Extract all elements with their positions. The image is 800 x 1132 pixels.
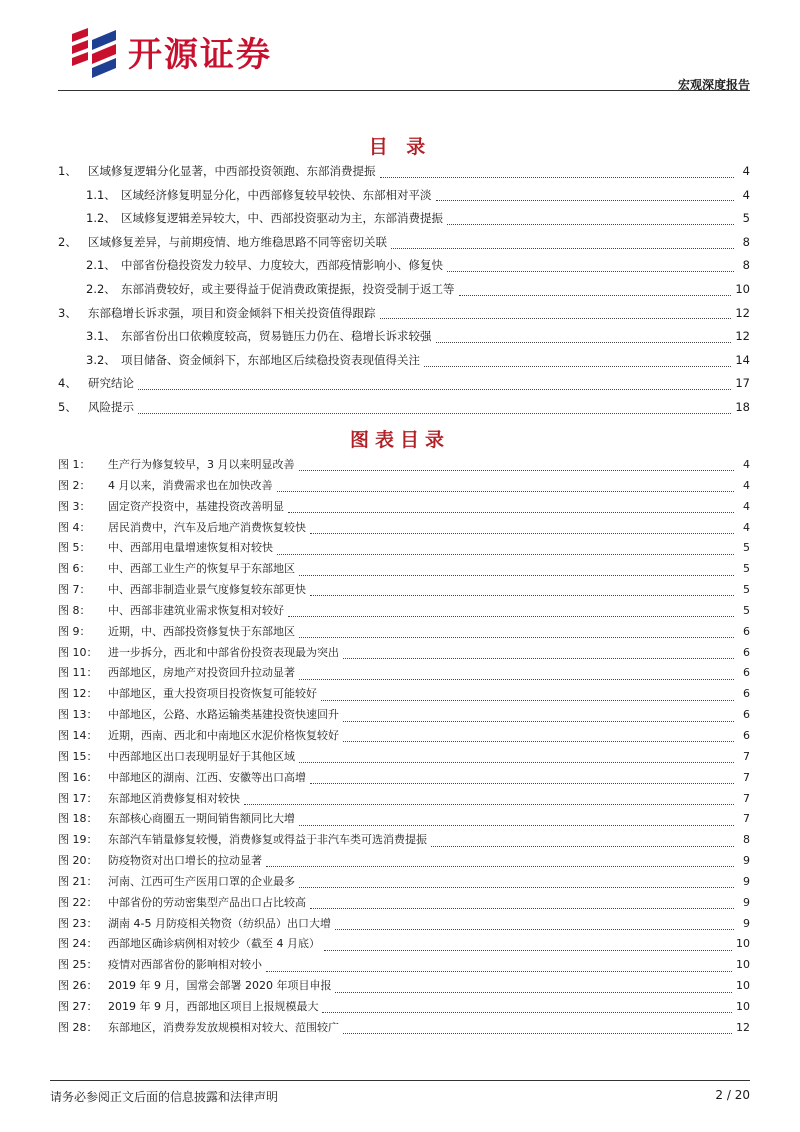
figure-entry[interactable] bbox=[58, 934, 750, 955]
toc-entry[interactable] bbox=[58, 325, 750, 349]
toc-entry-title: 区域修复逻辑分化显著，中西部投资领跑、东部消费提振 bbox=[88, 164, 376, 178]
figure-entry-number: 图 28： bbox=[58, 1020, 98, 1034]
toc-entry-title: 区域经济修复明显分化，中西部修复较早较快、东部相对平淡 bbox=[121, 187, 432, 202]
figure-entry-title: 河南、江西可生产医用口罩的企业最多 bbox=[108, 874, 295, 888]
leader-dots bbox=[266, 970, 732, 972]
figure-entry[interactable] bbox=[58, 851, 750, 872]
company-logo bbox=[66, 24, 272, 78]
toc-entry-title: 研究结论 bbox=[88, 376, 134, 391]
toc-entry-title: 东部稳增长诉求强，项目和资金倾斜下相关投资值得跟踪 bbox=[88, 305, 376, 320]
toc-entry-number: 1.2、 bbox=[86, 211, 116, 226]
figure-entry-number: 图 5： bbox=[58, 541, 91, 555]
figure-entry-title: 东部汽车销量修复较慢，消费修复或得益于非汽车类可选消费提振 bbox=[108, 833, 427, 847]
footer-divider bbox=[50, 1080, 750, 1081]
figure-entry-page: 6 bbox=[743, 666, 750, 680]
toc-entry-page: 14 bbox=[735, 352, 750, 367]
figure-entry[interactable] bbox=[58, 997, 750, 1018]
figure-entry[interactable] bbox=[58, 643, 750, 664]
figure-entry-number: 图 26： bbox=[58, 979, 98, 993]
toc-entry[interactable] bbox=[58, 302, 750, 326]
figure-entry-title: 进一步拆分，西北和中部省份投资表现最为突出 bbox=[108, 645, 339, 659]
figure-entry-page: 8 bbox=[743, 833, 750, 847]
figure-entry-number: 图 12： bbox=[58, 687, 98, 701]
figure-entry-number: 图 25： bbox=[58, 958, 98, 972]
leader-dots bbox=[321, 699, 734, 701]
page-number: 2 / 20 bbox=[715, 1088, 750, 1102]
figure-entry-page: 5 bbox=[743, 603, 750, 617]
figure-entry-page: 7 bbox=[743, 770, 750, 784]
toc-entry-page: 8 bbox=[742, 258, 750, 273]
figure-entry-title: 中部地区，公路、水路运输类基建投资快速回升 bbox=[108, 708, 339, 722]
leader-dots bbox=[310, 782, 734, 784]
toc-entry-page: 4 bbox=[742, 164, 750, 178]
figure-entry-page: 9 bbox=[743, 916, 750, 930]
figure-entry-page: 4 bbox=[743, 458, 750, 471]
figure-entry[interactable] bbox=[58, 476, 750, 497]
leader-dots bbox=[310, 594, 734, 596]
leader-dots bbox=[459, 294, 732, 296]
figure-entry-number: 图 17： bbox=[58, 791, 98, 805]
figure-entry[interactable] bbox=[58, 663, 750, 684]
figure-entry-number: 图 2： bbox=[58, 478, 91, 492]
leader-dots bbox=[299, 636, 734, 638]
figure-entry[interactable] bbox=[58, 518, 750, 539]
figure-entry[interactable] bbox=[58, 538, 750, 559]
leader-dots bbox=[324, 949, 732, 951]
toc-heading: 目 录 bbox=[368, 136, 432, 158]
figure-entry-page: 6 bbox=[743, 624, 750, 638]
leader-dots bbox=[322, 1011, 732, 1013]
leader-dots bbox=[277, 553, 734, 555]
figures-heading: 图表目录 bbox=[349, 429, 450, 451]
leader-dots bbox=[335, 928, 734, 930]
toc-entry[interactable] bbox=[58, 231, 750, 255]
toc-entry-page: 4 bbox=[742, 187, 750, 202]
figure-entry-title: 疫情对西部省份的影响相对较小 bbox=[108, 958, 262, 972]
toc-entry-title: 区域修复差异，与前期疫情、地方维稳思路不同等密切关联 bbox=[88, 234, 387, 249]
leader-dots bbox=[343, 657, 734, 659]
figure-entry-number: 图 13： bbox=[58, 708, 98, 722]
figure-entry-number: 图 9： bbox=[58, 624, 91, 638]
figure-entry-title: 西部地区，房地产对投资回升拉动显著 bbox=[108, 666, 295, 680]
figure-entry[interactable] bbox=[58, 726, 750, 747]
figure-entry-number: 图 18： bbox=[58, 812, 98, 826]
figure-entry[interactable] bbox=[58, 580, 750, 601]
figure-entry[interactable] bbox=[58, 559, 750, 580]
figure-entry[interactable] bbox=[58, 622, 750, 643]
toc-entry-number: 2.1、 bbox=[86, 258, 116, 273]
leader-dots bbox=[299, 574, 734, 576]
figure-entry[interactable] bbox=[58, 601, 750, 622]
figure-entry-page: 4 bbox=[743, 499, 750, 513]
figure-entry-number: 图 7： bbox=[58, 583, 91, 597]
report-type-label: 宏观深度报告 bbox=[677, 78, 750, 92]
figure-entry-title: 4 月以来，消费需求也在加快改善 bbox=[108, 478, 273, 492]
leader-dots bbox=[343, 720, 734, 722]
figure-entry-page: 4 bbox=[743, 520, 750, 534]
toc-entry-title: 中部省份稳投资发力较早、力度较大，西部疫情影响小、修复快 bbox=[121, 258, 443, 273]
figure-entry-number: 图 3： bbox=[58, 499, 91, 513]
toc-entry-number: 3、 bbox=[58, 305, 77, 320]
leader-dots bbox=[288, 615, 734, 617]
leader-dots bbox=[138, 412, 731, 414]
toc-entry-number: 5、 bbox=[58, 399, 77, 414]
figure-entry[interactable] bbox=[58, 809, 750, 830]
footer-disclaimer: 请务必参阅正文后面的信息披露和法律声明 bbox=[50, 1090, 279, 1104]
figure-entry-number: 图 6： bbox=[58, 562, 91, 576]
figure-entry-page: 10 bbox=[736, 937, 750, 951]
toc-entry-page: 18 bbox=[735, 399, 750, 414]
figure-entry-title: 东部核心商圈五一期间销售额同比大增 bbox=[108, 812, 295, 826]
figure-entry[interactable] bbox=[58, 830, 750, 851]
figure-entry-title: 中部地区，重大投资项目投资恢复可能较好 bbox=[108, 687, 317, 701]
figure-entry-title: 生产行为修复较早，3 月以来明显改善 bbox=[108, 458, 295, 471]
leader-dots bbox=[266, 865, 734, 867]
toc-entry[interactable] bbox=[58, 349, 750, 373]
figure-entry-title: 西部地区确诊病例相对较少（截至 4 月底） bbox=[108, 937, 320, 951]
figure-entry-number: 图 1： bbox=[58, 458, 91, 471]
toc-entry-number: 4、 bbox=[58, 376, 77, 391]
figure-entry-number: 图 19： bbox=[58, 833, 98, 847]
leader-dots bbox=[424, 365, 731, 367]
toc-entry[interactable] bbox=[58, 254, 750, 278]
figure-entry-number: 图 4： bbox=[58, 520, 91, 534]
toc-entry-number: 1.1、 bbox=[86, 187, 116, 202]
figure-entry-number: 图 20： bbox=[58, 854, 98, 868]
figure-entry-page: 5 bbox=[743, 541, 750, 555]
leader-dots bbox=[343, 740, 734, 742]
figure-entry[interactable] bbox=[58, 976, 750, 997]
toc-entry-page: 17 bbox=[735, 376, 750, 391]
figure-entry-page: 7 bbox=[743, 812, 750, 826]
table-of-contents bbox=[58, 160, 750, 420]
figure-entry[interactable] bbox=[58, 893, 750, 914]
figures-list bbox=[58, 455, 750, 1039]
figure-entry-page: 9 bbox=[743, 874, 750, 888]
leader-dots bbox=[380, 317, 732, 319]
toc-entry-page: 12 bbox=[735, 329, 750, 344]
figure-entry-page: 6 bbox=[743, 708, 750, 722]
figure-entry[interactable] bbox=[58, 789, 750, 810]
figure-entry-number: 图 21： bbox=[58, 874, 98, 888]
figure-entry-page: 4 bbox=[743, 478, 750, 492]
toc-entry[interactable] bbox=[58, 160, 750, 184]
figure-entry-page: 12 bbox=[736, 1020, 750, 1034]
figure-entry-number: 图 16： bbox=[58, 770, 98, 784]
figure-entry-title: 东部地区，消费券发放规模相对较大、范围较广 bbox=[108, 1020, 339, 1034]
toc-entry-page: 5 bbox=[742, 211, 750, 226]
toc-entry-number: 3.2、 bbox=[86, 352, 116, 367]
figure-entry[interactable] bbox=[58, 705, 750, 726]
toc-entry[interactable] bbox=[58, 207, 750, 231]
leader-dots bbox=[310, 532, 734, 534]
leader-dots bbox=[391, 247, 734, 249]
leader-dots bbox=[335, 991, 732, 993]
figure-entry-title: 中西部地区出口表现明显好于其他区域 bbox=[108, 749, 295, 763]
toc-entry-title: 东部省份出口依赖度较高，贸易链压力仍在、稳增长诉求较强 bbox=[121, 329, 432, 344]
page-header bbox=[58, 18, 750, 90]
figure-entry-page: 7 bbox=[743, 749, 750, 763]
toc-entry[interactable] bbox=[58, 372, 750, 396]
toc-entry-page: 10 bbox=[735, 281, 750, 296]
figure-entry-number: 图 14： bbox=[58, 728, 98, 742]
figure-entry-title: 居民消费中，汽车及后地产消费恢复较快 bbox=[108, 520, 306, 534]
figure-entry-title: 中部地区的湖南、江西、安徽等出口高增 bbox=[108, 770, 306, 784]
figure-entry-title: 湖南 4-5 月防疫相关物资（纺织品）出口大增 bbox=[108, 916, 331, 930]
figure-entry-title: 中部省份的劳动密集型产品出口占比较高 bbox=[108, 895, 306, 909]
figure-entry-number: 图 15： bbox=[58, 749, 98, 763]
leader-dots bbox=[447, 223, 734, 225]
figure-entry-page: 6 bbox=[743, 687, 750, 701]
figure-entry-page: 10 bbox=[736, 979, 750, 993]
toc-entry-number: 2.2、 bbox=[86, 281, 116, 296]
figure-entry-number: 图 11： bbox=[58, 666, 98, 680]
logo-text: 开源证券 bbox=[128, 34, 272, 75]
leader-dots bbox=[436, 341, 732, 343]
figure-entry-title: 防疫物资对出口增长的拉动显著 bbox=[108, 854, 262, 868]
toc-entry[interactable] bbox=[58, 396, 750, 420]
figure-entry[interactable] bbox=[58, 1018, 750, 1039]
toc-entry-page: 8 bbox=[742, 234, 750, 249]
figure-entry-number: 图 24： bbox=[58, 937, 98, 951]
leader-dots bbox=[299, 761, 734, 763]
figure-entry[interactable] bbox=[58, 747, 750, 768]
figure-entry-page: 10 bbox=[736, 958, 750, 972]
figure-entry-page: 6 bbox=[743, 645, 750, 659]
figure-entry-title: 近期，中、西部投资修复快于东部地区 bbox=[108, 624, 295, 638]
leader-dots bbox=[299, 469, 735, 471]
leader-dots bbox=[299, 678, 734, 680]
leader-dots bbox=[310, 907, 734, 909]
figure-entry[interactable] bbox=[58, 455, 750, 476]
toc-entry[interactable] bbox=[58, 184, 750, 208]
figure-entry-number: 图 23： bbox=[58, 916, 98, 930]
toc-entry-title: 东部消费较好，或主要得益于促消费政策提振，投资受制于返工等 bbox=[121, 281, 455, 296]
figure-entry-title: 中、西部用电量增速恢复相对较快 bbox=[108, 541, 273, 555]
figure-entry-page: 10 bbox=[736, 999, 750, 1013]
figure-entry[interactable] bbox=[58, 955, 750, 976]
figure-entry-title: 中、西部非制造业景气度修复较东部更快 bbox=[108, 583, 306, 597]
leader-dots bbox=[299, 824, 734, 826]
figure-entry-page: 5 bbox=[743, 583, 750, 597]
figure-entry-page: 5 bbox=[743, 562, 750, 576]
leader-dots bbox=[138, 388, 731, 390]
leader-dots bbox=[299, 886, 734, 888]
leader-dots bbox=[343, 1032, 732, 1034]
figure-entry-title: 近期，西南、西北和中南地区水泥价格恢复较好 bbox=[108, 728, 339, 742]
header-divider bbox=[58, 90, 750, 91]
figure-entry-page: 6 bbox=[743, 728, 750, 742]
figure-entry-title: 2019 年 9 月，国常会部署 2020 年项目申报 bbox=[108, 979, 332, 993]
figure-entry-title: 中、西部非建筑业需求恢复相对较好 bbox=[108, 603, 284, 617]
figure-entry-number: 图 27： bbox=[58, 999, 98, 1013]
figure-entry-number: 图 8： bbox=[58, 603, 91, 617]
figure-entry[interactable] bbox=[58, 768, 750, 789]
toc-entry[interactable] bbox=[58, 278, 750, 302]
leader-dots bbox=[431, 845, 734, 847]
toc-entry-page: 12 bbox=[735, 305, 750, 320]
leader-dots bbox=[244, 803, 734, 805]
toc-entry-title: 项目储备、资金倾斜下，东部地区后续稳投资表现值得关注 bbox=[121, 352, 420, 367]
logo-mark-icon bbox=[66, 24, 122, 78]
figure-entry-page: 7 bbox=[743, 791, 750, 805]
figure-entry-number: 图 10： bbox=[58, 645, 98, 659]
toc-entry-number: 2、 bbox=[58, 234, 77, 249]
figure-entry[interactable] bbox=[58, 872, 750, 893]
figure-entry-title: 2019 年 9 月，西部地区项目上报规模最大 bbox=[108, 999, 319, 1013]
toc-entry-title: 风险提示 bbox=[88, 399, 134, 414]
figure-entry-page: 9 bbox=[743, 854, 750, 868]
leader-dots bbox=[447, 270, 734, 272]
leader-dots bbox=[380, 176, 735, 178]
figure-entry-title: 中、西部工业生产的恢复早于东部地区 bbox=[108, 562, 295, 576]
leader-dots bbox=[436, 199, 735, 201]
toc-entry-title: 区域修复逻辑差异较大，中、西部投资驱动为主，东部消费提振 bbox=[121, 211, 443, 226]
figure-entry-number: 图 22： bbox=[58, 895, 98, 909]
toc-entry-number: 1、 bbox=[58, 164, 77, 178]
figure-entry[interactable] bbox=[58, 497, 750, 518]
figure-entry[interactable] bbox=[58, 914, 750, 935]
leader-dots bbox=[288, 511, 734, 513]
figure-entry-page: 9 bbox=[743, 895, 750, 909]
leader-dots bbox=[277, 490, 735, 492]
toc-entry-number: 3.1、 bbox=[86, 329, 116, 344]
figure-entry[interactable] bbox=[58, 684, 750, 705]
figure-entry-title: 东部地区消费修复相对较快 bbox=[108, 791, 240, 805]
figure-entry-title: 固定资产投资中，基建投资改善明显 bbox=[108, 499, 284, 513]
